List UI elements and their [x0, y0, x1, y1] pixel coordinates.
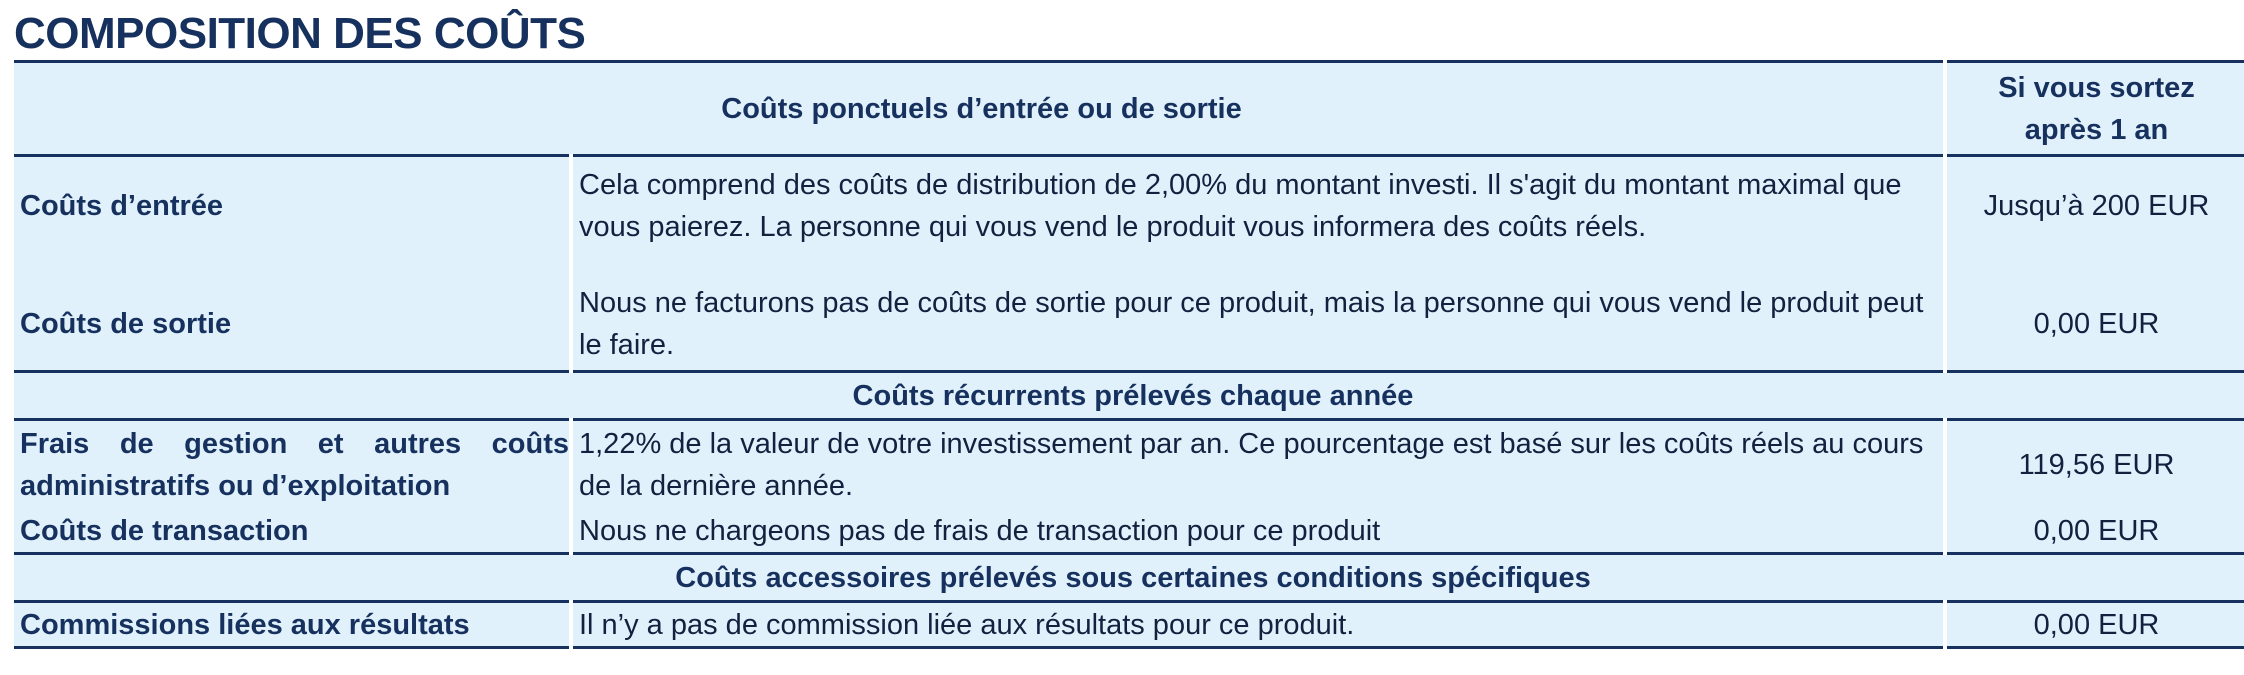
incidental-costs-heading: Coûts accessoires prélevés sous certaines conditions spécifiques — [14, 554, 2244, 602]
exit-after-header-line2: après 1 an — [2024, 113, 2169, 146]
table-header-row — [14, 62, 2244, 156]
transaction-costs-label: Coûts de transaction — [14, 510, 571, 554]
management-fees-label: Frais de gestion et autres coûts administratifs ou d’exploitation — [14, 420, 571, 510]
exit-after-header-line1: Si vous sortez — [1998, 71, 2195, 104]
transaction-costs-description: Nous ne chargeons pas de frais de transaction pour ce produit — [571, 510, 1945, 554]
performance-fees-description: Il n’y a pas de commission liée aux résultats pour ce produit. — [571, 602, 1945, 648]
recurring-costs-heading: Coûts récurrents prélevés chaque année — [14, 372, 2244, 420]
table-row-exit-costs — [14, 256, 2244, 372]
management-fees-description: 1,22% de la valeur de votre investissement par an. Ce pourcentage est basé sur les coûts réels au cours de la dernière année. — [571, 420, 1945, 510]
section-incidental-costs — [14, 554, 2244, 602]
exit-costs-value: 0,00 EUR — [1945, 256, 2244, 372]
exit-costs-description: Nous ne facturons pas de coûts de sortie pour ce produit, mais la personne qui vous vend le produit peut le faire. — [571, 256, 1945, 372]
page-title: COMPOSITION DES COÛTS — [14, 9, 586, 58]
exit-after-1-year-header — [1945, 62, 2244, 156]
table-row-entry-costs — [14, 156, 2244, 256]
cost-composition-table — [14, 60, 2244, 649]
table-row-performance-fees — [14, 602, 2244, 648]
table-row-transaction-costs — [14, 510, 2244, 554]
entry-costs-description: Cela comprend des coûts de distribution de 2,00% du montant investi. Il s'agit du montant maximal que vous paierez. La personne qui vous vend le produit vous informera des coûts réels. — [571, 156, 1945, 256]
table-row-management-fees — [14, 420, 2244, 510]
management-fees-value: 119,56 EUR — [1945, 420, 2244, 510]
one-off-costs-header: Coûts ponctuels d’entrée ou de sortie — [14, 62, 1945, 156]
exit-costs-label: Coûts de sortie — [14, 256, 571, 372]
entry-costs-value: Jusqu’à 200 EUR — [1945, 156, 2244, 256]
performance-fees-value: 0,00 EUR — [1945, 602, 2244, 648]
performance-fees-label: Commissions liées aux résultats — [14, 602, 571, 648]
transaction-costs-value: 0,00 EUR — [1945, 510, 2244, 554]
entry-costs-label: Coûts d’entrée — [14, 156, 571, 256]
section-recurring-costs — [14, 372, 2244, 420]
